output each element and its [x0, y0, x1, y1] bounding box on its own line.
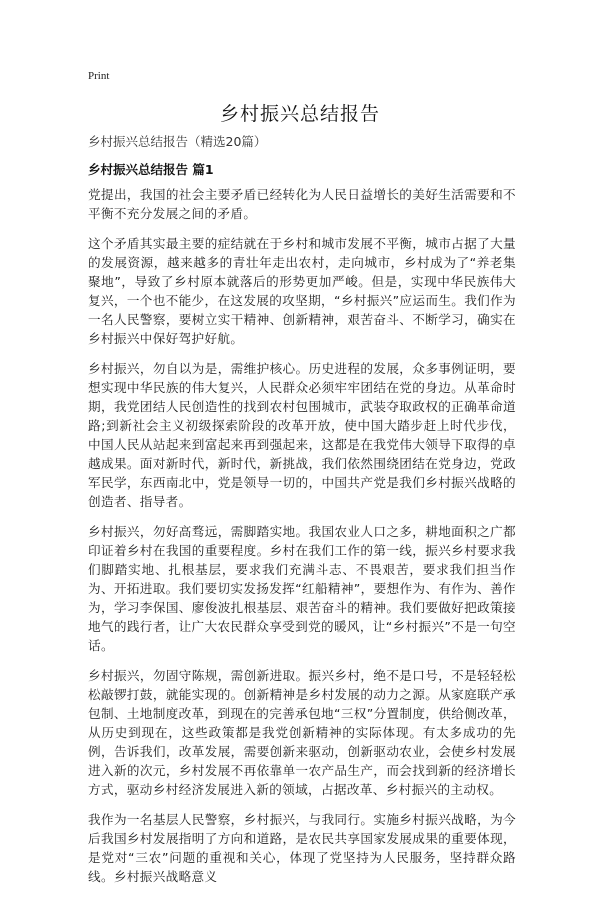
document-subtitle: 乡村振兴总结报告（精选20篇） — [88, 134, 267, 149]
section-heading: 乡村振兴总结报告 篇1 — [88, 162, 214, 177]
paragraph: 乡村振兴，勿好高骛远，需脚踏实地。我国农业人口之多，耕地面积之广都印证着乡村在我国的重要程度。乡村在我们工作的第一线，振兴乡村要求我们脚踏实地、扎根基层，要求我们充满斗志、不畏艰苦，要求我们担当作为、开拓进取。我们要切实发扬发挥“红船精神”，要想作为、有作为、善作为，学习李保国、廖俊波扎根基层、艰苦奋斗的精神。我们要做好把政策接地气的践行者，让广大农民群众享受到党的暖风，让“乡村振兴”不是一句空话。 — [88, 524, 516, 653]
paragraph: 这个矛盾其实最主要的症结就在于乡村和城市发展不平衡，城市占据了大量的发展资源，越来越多的青壮年走出农村，走向城市，乡村成为了“养老集聚地”，导致了乡村原本就落后的形势更加严峻。但是，实现中华民族伟大复兴，一个也不能少，在这发展的攻坚期，“乡村振兴”应运而生。我们作为一名人民警察，要树立实干精神、创新精神，艰苦奋斗、不断学习，确实在乡村振兴中保好驾护好航。 — [88, 236, 516, 346]
paragraph: 我作为一名基层人民警察，乡村振兴，与我同行。实施乡村振兴战略，为今后我国乡村发展指明了方向和道路，是农民共享国家发展成果的重要体现，是党对“三农”问题的重视和关心，体现了党坚持为人民服务，坚持群众路线。乡村振兴战略意义 — [88, 812, 516, 884]
paragraph: 乡村振兴，勿自以为是，需维护核心。历史进程的发展，众多事例证明，要想实现中华民族的伟大复兴，人民群众必须牢牢团结在党的身边。从革命时期，我党团结人民创造性的找到农村包围城市，武装夺取政权的正确革命道路;到新社会主义初级探索阶段的改革开放，使中国大踏步赶上时代步伐，中国人民从站起来到富起来再到强起来，这都是在我党伟大领导下取得的卓越成果。面对新时代，新时代，新挑战，我们依然围绕团结在党身边，党政军民学，东西南北中，党是领导一切的，中国共产党是我们乡村振兴战略的创造者、指导者。 — [88, 361, 516, 509]
document-body — [88, 185, 516, 897]
print-link[interactable]: Print — [88, 70, 110, 82]
paragraph: 乡村振兴，勿固守陈规，需创新进取。振兴乡村，绝不是口号，不是轻轻松松敲锣打鼓，就能实现的。创新精神是乡村发展的动力之源。从家庭联产承包制、土地制度改革，到现在的完善承包地“三权”分置制度，供给侧改革，从历史到现在，这些政策都是我党创新精神的实际体现。有太多成功的先例，告诉我们，改革发展，需要创新来驱动，创新驱动农业，会使乡村发展进入新的次元，乡村发展不再依靠单一农产品生产，而会找到新的经济增长方式，驱动乡村经济发展进入新的领域，占据改革、乡村振兴的主动权。 — [88, 668, 516, 797]
paragraph: 党提出，我国的社会主要矛盾已经转化为人民日益增长的美好生活需要和不平衡不充分发展之间的矛盾。 — [88, 187, 516, 221]
page-title: 乡村振兴总结报告 — [219, 103, 380, 125]
